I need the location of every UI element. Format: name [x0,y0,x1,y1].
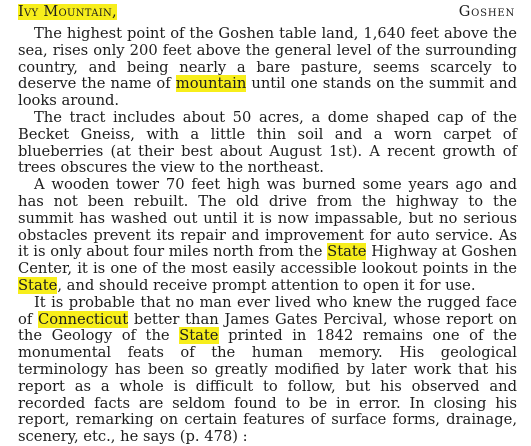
paragraph [18,26,517,110]
text-run: Highway at Goshen Center, it is one of the most easily accessible lookout points in the [18,243,517,278]
text-run: until one stands on the summit and looks around. [18,75,517,110]
body-text [18,26,517,446]
text-run: A wooden tower 70 feet high was burned some years ago and has not been rebuilt. The old drive from the highway to the summit has washed out until it is now impassable, but no serious obstacles prevent its repair and improvement for auto service. As it is only about four miles north from the [18,176,517,261]
highlighted-term: Connecticut [38,310,129,328]
text-run: The tract includes about 50 acres, a dome shaped cap of the Becket Gneiss, with a little thin soil and a worn carpet of blueberries (at their best about August 1st). A recent growth of trees obscures the view to the northeast. [18,108,517,177]
running-header [18,4,517,26]
highlighted-term: mountain [175,75,247,93]
text-run: The highest point of the Goshen table land, 1,640 feet above the sea, rises only 200 feet above the general level of the surrounding country, and being nearly a bare pasture, seems scarcely to deserve the name of [18,25,517,93]
text-run: , and should receive prompt attention to open it for use. [57,276,476,294]
text-run: It is probable that no man ever lived who knew the rugged face of [18,293,517,328]
location-label: Goshen [458,4,515,20]
page-title: Ivy Mountain, [18,4,117,20]
highlighted-term: State [179,327,219,345]
highlighted-term: State [18,276,58,294]
paragraph [18,110,517,177]
paragraph [18,295,517,446]
text-run: printed in 1842 remains one of the monumental feats of the human memory. His geological terminology has been so greatly modified by later work that his report as a whole is difficult to follow, but his observed and recorded facts are seldom found to be in error. In closing his report, remarking on certain features of surface forms, drainage, scenery, etc., he says (p. 478) : [18,327,517,446]
highlighted-term: State [327,243,367,261]
paragraph [18,177,517,295]
text-run: better than James Gates Percival, whose report on the Geology of the [18,310,517,345]
